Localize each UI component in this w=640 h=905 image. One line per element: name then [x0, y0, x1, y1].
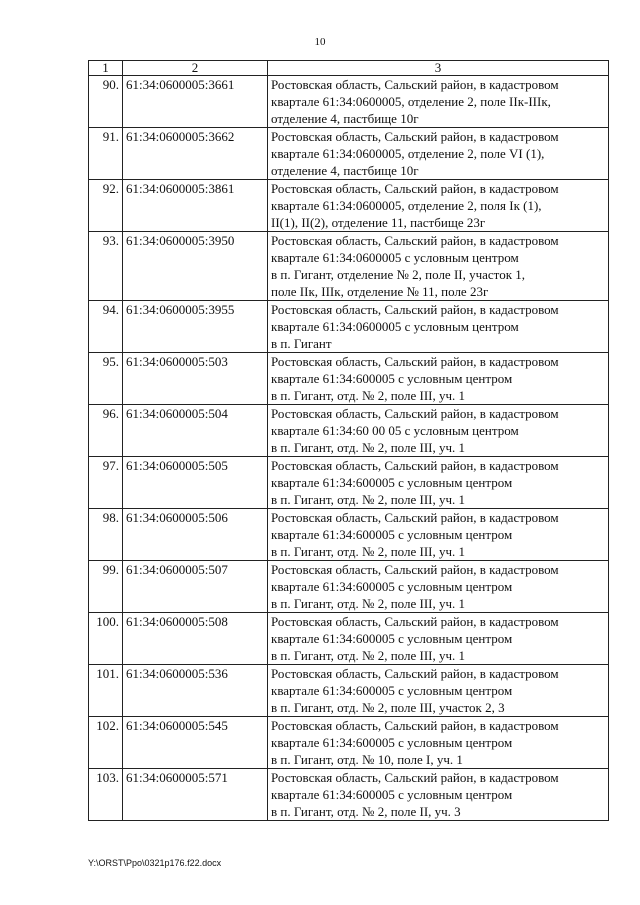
address-line: в п. Гигант: [271, 336, 332, 351]
table-row: [89, 613, 609, 665]
plot-address: [268, 232, 609, 301]
address-line: Ростовская область, Сальский район, в кадастровом: [271, 770, 559, 785]
column-header: 1: [89, 61, 123, 76]
address-line: квартале 61:34:600005 с условным центром: [271, 631, 513, 646]
table-row: [89, 665, 609, 717]
column-header: 3: [268, 61, 609, 76]
address-line: квартале 61:34:60 00 05 с условным центром: [271, 423, 519, 438]
column-header: 2: [123, 61, 268, 76]
cadastral-number: 61:34:0600005:507: [123, 561, 268, 613]
address-line: квартале 61:34:0600005 с условным центром: [271, 250, 519, 265]
file-path-footer: Y:\ORST\Ppo\0321p176.f22.docx: [88, 858, 222, 868]
address-line: квартале 61:34:0600005, отделение 2, поле VI (1),: [271, 146, 545, 161]
address-line: в п. Гигант, отд. № 2, поле III, уч. 1: [271, 596, 466, 611]
row-number: 98.: [89, 509, 123, 561]
plot-address: [268, 76, 609, 128]
table-row: [89, 561, 609, 613]
table-row: [89, 509, 609, 561]
table-row: [89, 717, 609, 769]
address-line: в п. Гигант, отд. № 2, поле III, участок 2, 3: [271, 700, 505, 715]
table-row: [89, 405, 609, 457]
cadastral-number: 61:34:0600005:571: [123, 769, 268, 821]
row-number: 101.: [89, 665, 123, 717]
address-line: квартале 61:34:600005 с условным центром: [271, 787, 513, 802]
address-line: Ростовская область, Сальский район, в кадастровом: [271, 129, 559, 144]
row-number: 102.: [89, 717, 123, 769]
plot-address: [268, 180, 609, 232]
plot-address: [268, 769, 609, 821]
table-row: [89, 769, 609, 821]
row-number: 103.: [89, 769, 123, 821]
table-row: [89, 301, 609, 353]
address-line: в п. Гигант, отд. № 2, поле III, уч. 1: [271, 440, 466, 455]
row-number: 96.: [89, 405, 123, 457]
address-line: в п. Гигант, отд. № 2, поле III, уч. 1: [271, 388, 466, 403]
plot-address: [268, 301, 609, 353]
address-line: в п. Гигант, отд. № 2, поле III, уч. 1: [271, 544, 466, 559]
table-row: [89, 353, 609, 405]
cadastral-number: 61:34:0600005:506: [123, 509, 268, 561]
row-number: 93.: [89, 232, 123, 301]
cadastral-number: 61:34:0600005:3950: [123, 232, 268, 301]
plot-address: [268, 353, 609, 405]
address-line: Ростовская область, Сальский район, в кадастровом: [271, 458, 559, 473]
cadastral-number: 61:34:0600005:503: [123, 353, 268, 405]
row-number: 94.: [89, 301, 123, 353]
plot-address: [268, 717, 609, 769]
address-line: квартале 61:34:0600005 с условным центром: [271, 319, 519, 334]
row-number: 100.: [89, 613, 123, 665]
row-number: 90.: [89, 76, 123, 128]
address-line: квартале 61:34:600005 с условным центром: [271, 579, 513, 594]
address-line: квартале 61:34:0600005, отделение 2, поля Iк (1),: [271, 198, 542, 213]
row-number: 95.: [89, 353, 123, 405]
address-line: Ростовская область, Сальский район, в кадастровом: [271, 406, 559, 421]
table-header-row: [89, 61, 609, 76]
cadastral-number: 61:34:0600005:3662: [123, 128, 268, 180]
row-number: 99.: [89, 561, 123, 613]
address-line: поле IIк, IIIк, отделение № 11, поле 23г: [271, 284, 489, 299]
address-line: квартале 61:34:0600005, отделение 2, поле IIк-IIIк,: [271, 94, 551, 109]
address-line: Ростовская область, Сальский район, в кадастровом: [271, 233, 559, 248]
row-number: 97.: [89, 457, 123, 509]
address-line: Ростовская область, Сальский район, в кадастровом: [271, 562, 559, 577]
address-line: отделение 4, пастбище 10г: [271, 111, 419, 126]
address-line: в п. Гигант, отд. № 2, поле III, уч. 1: [271, 492, 466, 507]
address-line: Ростовская область, Сальский район, в кадастровом: [271, 302, 559, 317]
address-line: Ростовская область, Сальский район, в кадастровом: [271, 181, 559, 196]
address-line: II(1), II(2), отделение 11, пастбище 23г: [271, 215, 486, 230]
cadastral-number: 61:34:0600005:3955: [123, 301, 268, 353]
address-line: квартале 61:34:600005 с условным центром: [271, 683, 513, 698]
table-row: [89, 76, 609, 128]
address-line: квартале 61:34:600005 с условным центром: [271, 735, 513, 750]
plot-address: [268, 457, 609, 509]
plot-address: [268, 613, 609, 665]
plot-address: [268, 561, 609, 613]
cadastral-number: 61:34:0600005:504: [123, 405, 268, 457]
address-line: в п. Гигант, отд. № 2, поле III, уч. 1: [271, 648, 466, 663]
address-line: Ростовская область, Сальский район, в кадастровом: [271, 614, 559, 629]
address-line: квартале 61:34:600005 с условным центром: [271, 527, 513, 542]
address-line: Ростовская область, Сальский район, в кадастровом: [271, 666, 559, 681]
cadastral-number: 61:34:0600005:505: [123, 457, 268, 509]
plot-address: [268, 509, 609, 561]
plot-address: [268, 405, 609, 457]
address-line: Ростовская область, Сальский район, в кадастровом: [271, 718, 559, 733]
address-line: в п. Гигант, отд. № 2, поле II, уч. 3: [271, 804, 461, 819]
cadastral-number: 61:34:0600005:536: [123, 665, 268, 717]
row-number: 91.: [89, 128, 123, 180]
cadastral-number: 61:34:0600005:508: [123, 613, 268, 665]
row-number: 92.: [89, 180, 123, 232]
table-row: [89, 232, 609, 301]
table-row: [89, 180, 609, 232]
table-row: [89, 457, 609, 509]
address-line: квартале 61:34:600005 с условным центром: [271, 371, 513, 386]
address-line: Ростовская область, Сальский район, в кадастровом: [271, 510, 559, 525]
address-line: Ростовская область, Сальский район, в кадастровом: [271, 354, 559, 369]
address-line: в п. Гигант, отд. № 10, поле I, уч. 1: [271, 752, 463, 767]
cadastral-number: 61:34:0600005:3861: [123, 180, 268, 232]
address-line: в п. Гигант, отделение № 2, поле II, участок 1,: [271, 267, 526, 282]
cadastral-number: 61:34:0600005:545: [123, 717, 268, 769]
cadastral-number: 61:34:0600005:3661: [123, 76, 268, 128]
address-line: квартале 61:34:600005 с условным центром: [271, 475, 513, 490]
plot-address: [268, 665, 609, 717]
page-number: 10: [314, 36, 326, 48]
plot-address: [268, 128, 609, 180]
table-row: [89, 128, 609, 180]
address-line: Ростовская область, Сальский район, в кадастровом: [271, 77, 559, 92]
address-line: отделение 4, пастбище 10г: [271, 163, 419, 178]
land-plot-table: [88, 60, 609, 821]
